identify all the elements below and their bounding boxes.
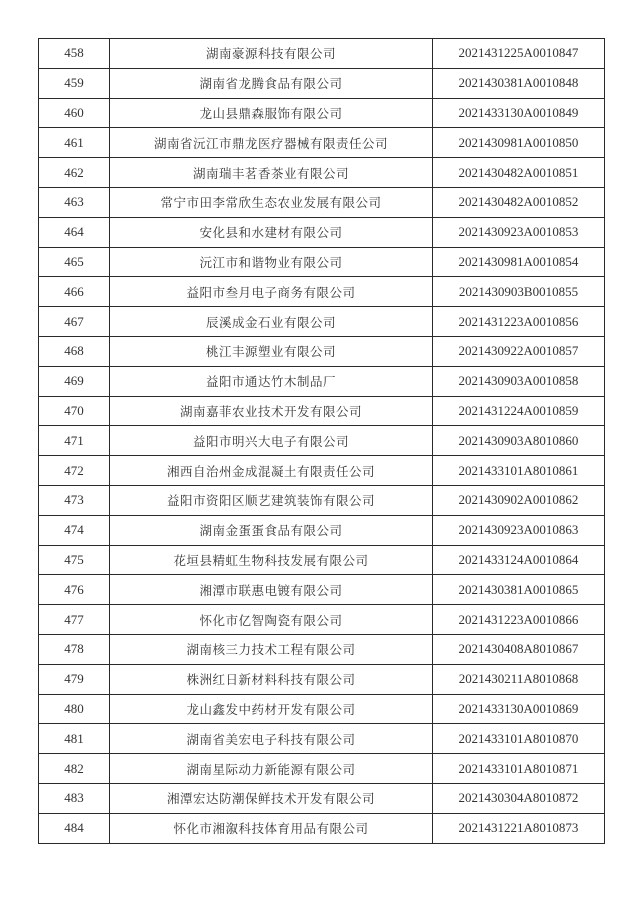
row-number: 479 (39, 664, 110, 694)
table-row (39, 187, 605, 217)
row-number: 484 (39, 813, 110, 843)
registration-code: 2021430981A0010854 (433, 247, 605, 277)
row-number: 478 (39, 634, 110, 664)
table-row (39, 605, 605, 635)
row-number: 481 (39, 724, 110, 754)
table-row (39, 724, 605, 754)
table-body (39, 39, 605, 844)
registration-code: 2021433101A8010871 (433, 754, 605, 784)
company-name: 湘潭宏达防潮保鲜技术开发有限公司 (110, 783, 433, 813)
registration-code: 2021430903A0010858 (433, 366, 605, 396)
registration-code: 2021430923A0010863 (433, 515, 605, 545)
registration-code: 2021430482A0010851 (433, 158, 605, 188)
company-name: 桃江丰源塑业有限公司 (110, 336, 433, 366)
row-number: 475 (39, 545, 110, 575)
row-number: 483 (39, 783, 110, 813)
table-row (39, 396, 605, 426)
table-row (39, 68, 605, 98)
company-name: 湖南金蛋蛋食品有限公司 (110, 515, 433, 545)
registration-code: 2021430902A0010862 (433, 485, 605, 515)
table-row (39, 336, 605, 366)
registration-code: 2021431225A0010847 (433, 39, 605, 69)
row-number: 461 (39, 128, 110, 158)
company-name: 辰溪成金石业有限公司 (110, 307, 433, 337)
registration-code: 2021430408A8010867 (433, 634, 605, 664)
table-row (39, 426, 605, 456)
table-row (39, 307, 605, 337)
table-row (39, 485, 605, 515)
row-number: 476 (39, 575, 110, 605)
company-name: 益阳市通达竹木制品厂 (110, 366, 433, 396)
registration-code: 2021430903B0010855 (433, 277, 605, 307)
registration-code: 2021433124A0010864 (433, 545, 605, 575)
company-name: 益阳市叁月电子商务有限公司 (110, 277, 433, 307)
table-row (39, 783, 605, 813)
row-number: 474 (39, 515, 110, 545)
table-row (39, 128, 605, 158)
row-number: 477 (39, 605, 110, 635)
row-number: 468 (39, 336, 110, 366)
company-name: 花垣县精虹生物科技发展有限公司 (110, 545, 433, 575)
registration-code: 2021433101A8010861 (433, 456, 605, 486)
registration-code: 2021431221A8010873 (433, 813, 605, 843)
table-row (39, 813, 605, 843)
registration-code: 2021431223A0010866 (433, 605, 605, 635)
company-name: 湖南瑞丰茗香茶业有限公司 (110, 158, 433, 188)
table-row (39, 515, 605, 545)
row-number: 470 (39, 396, 110, 426)
table-row (39, 634, 605, 664)
table-row (39, 575, 605, 605)
registration-code: 2021430923A0010853 (433, 217, 605, 247)
registration-code: 2021430381A0010865 (433, 575, 605, 605)
company-name: 株洲红日新材料科技有限公司 (110, 664, 433, 694)
table-row (39, 158, 605, 188)
registration-code: 2021430903A8010860 (433, 426, 605, 456)
registration-code: 2021430981A0010850 (433, 128, 605, 158)
table-row (39, 545, 605, 575)
row-number: 473 (39, 485, 110, 515)
company-name: 益阳市明兴大电子有限公司 (110, 426, 433, 456)
company-name: 怀化市亿智陶瓷有限公司 (110, 605, 433, 635)
table-row (39, 247, 605, 277)
table-row (39, 694, 605, 724)
company-name: 益阳市资阳区顺艺建筑装饰有限公司 (110, 485, 433, 515)
row-number: 463 (39, 187, 110, 217)
registration-code: 2021430381A0010848 (433, 68, 605, 98)
row-number: 472 (39, 456, 110, 486)
company-name: 湖南星际动力新能源有限公司 (110, 754, 433, 784)
company-name: 怀化市湘溆科技体育用品有限公司 (110, 813, 433, 843)
table-row (39, 277, 605, 307)
company-name: 湖南核三力技术工程有限公司 (110, 634, 433, 664)
company-name: 湖南省沅江市鼎龙医疗器械有限责任公司 (110, 128, 433, 158)
registration-code: 2021430482A0010852 (433, 187, 605, 217)
row-number: 464 (39, 217, 110, 247)
row-number: 467 (39, 307, 110, 337)
table-row (39, 456, 605, 486)
company-name: 龙山鑫发中药材开发有限公司 (110, 694, 433, 724)
table-row (39, 98, 605, 128)
table-row (39, 217, 605, 247)
row-number: 459 (39, 68, 110, 98)
registration-code: 2021433130A0010869 (433, 694, 605, 724)
company-name: 常宁市田李常欣生态农业发展有限公司 (110, 187, 433, 217)
row-number: 466 (39, 277, 110, 307)
company-name: 湖南省龙腾食品有限公司 (110, 68, 433, 98)
table-row (39, 366, 605, 396)
row-number: 480 (39, 694, 110, 724)
registration-code: 2021430211A8010868 (433, 664, 605, 694)
row-number: 458 (39, 39, 110, 69)
registration-code: 2021433130A0010849 (433, 98, 605, 128)
company-name: 沅江市和谐物业有限公司 (110, 247, 433, 277)
company-name: 湘潭市联惠电镀有限公司 (110, 575, 433, 605)
table-row (39, 664, 605, 694)
company-name: 湘西自治州金成混凝土有限责任公司 (110, 456, 433, 486)
company-name: 安化县和水建材有限公司 (110, 217, 433, 247)
company-table (38, 38, 605, 844)
registration-code: 2021430304A8010872 (433, 783, 605, 813)
row-number: 462 (39, 158, 110, 188)
row-number: 482 (39, 754, 110, 784)
row-number: 460 (39, 98, 110, 128)
company-name: 湖南豪源科技有限公司 (110, 39, 433, 69)
registration-code: 2021433101A8010870 (433, 724, 605, 754)
row-number: 471 (39, 426, 110, 456)
table-row (39, 754, 605, 784)
row-number: 465 (39, 247, 110, 277)
registration-code: 2021430922A0010857 (433, 336, 605, 366)
registration-code: 2021431223A0010856 (433, 307, 605, 337)
company-name: 湖南省美宏电子科技有限公司 (110, 724, 433, 754)
row-number: 469 (39, 366, 110, 396)
table-row (39, 39, 605, 69)
registration-code: 2021431224A0010859 (433, 396, 605, 426)
company-name: 湖南嘉菲农业技术开发有限公司 (110, 396, 433, 426)
company-name: 龙山县鼎森服饰有限公司 (110, 98, 433, 128)
